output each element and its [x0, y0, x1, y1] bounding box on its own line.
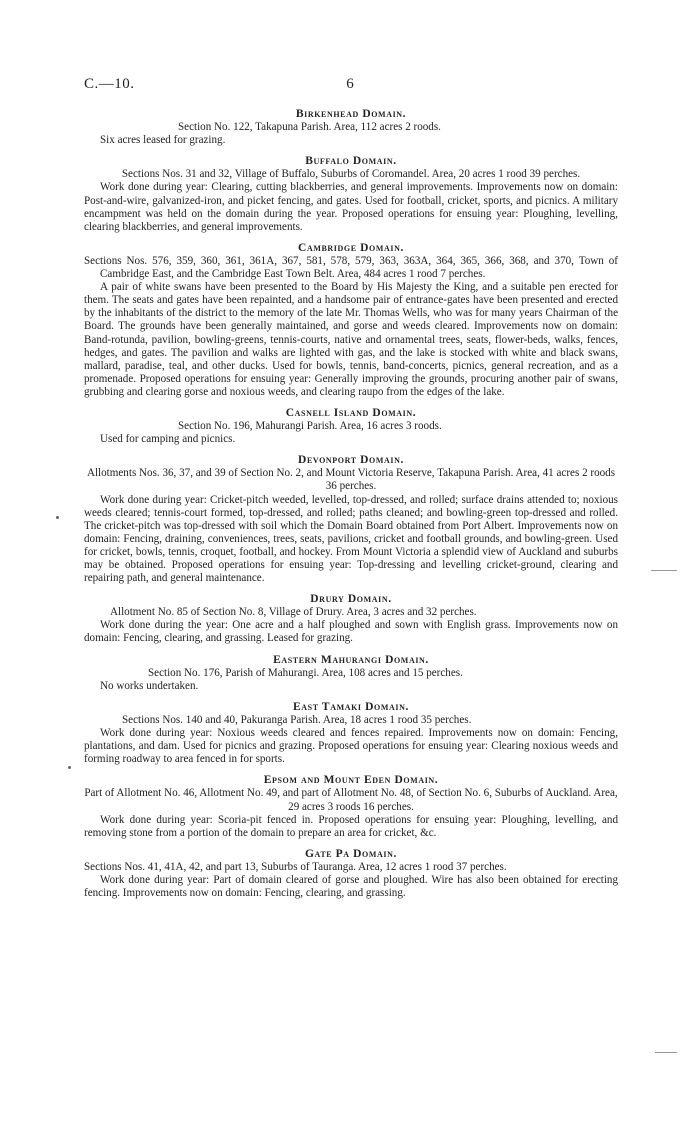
domain-location: Section No. 122, Takapuna Parish. Area, 112 acres 2 roods. — [178, 121, 441, 134]
domain-heading: Casnell Island Domain. — [285, 406, 417, 419]
page-header — [84, 76, 616, 96]
domain-entry — [84, 242, 618, 399]
domain-body: Used for camping and picnics. — [100, 433, 236, 446]
domain-location: Part of Allotment No. 46, Allotment No. 49, and part of Allotment No. 48, of Section No. 6, Suburbs of Auckland. Area, 29 acres 3 roods 16 perches. — [84, 787, 618, 813]
domain-entry — [84, 155, 618, 234]
domain-entry — [84, 407, 618, 446]
domain-body: Work done during year: Noxious weeds cleared and fences repaired. Improvements now on domain: Fencing, plantations, and dam. Used for picnics and grazing. Proposed operations for ensuing year: Clearing noxious weeds and forming roadway to area fenced in for sports. — [84, 727, 618, 766]
domain-heading: Devonport Domain. — [298, 454, 404, 467]
margin-dot — [56, 516, 59, 519]
domain-entry — [84, 701, 618, 766]
domain-heading: Cambridge Domain. — [298, 241, 404, 254]
domain-entry — [84, 848, 618, 900]
domain-body: No works undertaken. — [100, 679, 199, 692]
domain-location: Allotments Nos. 36, 37, and 39 of Section No. 2, and Mount Victoria Reserve, Takapuna Parish. Area, 41 acres 2 roods 36 perches. — [86, 467, 616, 493]
domain-body: Work done during the year: One acre and a half ploughed and sown with English grass. Improvements now on domain: Fencing, clearing, and grassing. Leased for grazing. — [84, 619, 618, 645]
domain-body: Work done during year: Scoria-pit fenced in. Proposed operations for ensuing year: Ploughing, levelling, and removing stone from a portion of the domain to prepare an area for cricket, &c. — [84, 813, 618, 839]
domain-entry — [84, 654, 618, 693]
domain-heading: East Tamaki Domain. — [293, 700, 409, 713]
domain-body: Six acres leased for grazing. — [100, 134, 226, 147]
margin-dash — [655, 1052, 677, 1053]
domain-heading: Buffalo Domain. — [305, 155, 397, 168]
domain-body: Work done during year: Part of domain cleared of gorse and ploughed. Wire has also been obtained for erecting fencing. Improvements now on domain: Fencing, clearing, and grassing. — [84, 873, 618, 900]
domain-body: A pair of white swans have been presented to the Board by His Majesty the King, and a suitable pen erected for them. The seats and gates have been repainted, and a handsome pair of entrance-gates have been presented and erected by the inhabitants of the district to the memory of the late Mr. Thomas Wells, who was for many years Chairman of the Board. The grounds have been generally maintained, and gorse and weeds cleared. Improvements now on domain: Band-rotunda, pavilion, bowling-greens, tennis-courts, native and ornamental trees, seats, flower-beds, walks, fences, hedges, and gates. The pavilion and walks are lighted with gas, and the lake is stocked with white and black swans, mallard, paradise, teal, and other ducks. Used for bowls, tennis, band-concerts, picnics, general recreation, and as a promenade. Proposed operations for ensuing year: Generally improving the grounds, procuring another pair of swans, grubbing and clearing gorse and noxious weeds, and clearing raupo from the edges of the lake. — [84, 281, 618, 398]
domain-location: Section No. 176, Parish of Mahurangi. Area, 108 acres and 15 perches. — [148, 666, 463, 679]
report-content — [84, 108, 618, 908]
document-reference: C.—10. — [84, 76, 135, 92]
margin-dot — [68, 766, 71, 769]
domain-location: Sections Nos. 140 and 40, Pakuranga Parish. Area, 18 acres 1 rood 35 perches. — [122, 713, 472, 726]
domain-location: Sections Nos. 31 and 32, Village of Buffalo, Suburbs of Coromandel. Area, 20 acres 1 rood 39 perches. — [121, 168, 581, 181]
margin-dash — [651, 570, 677, 571]
domain-heading: Epsom and Mount Eden Domain. — [263, 774, 439, 787]
domain-location: Allotment No. 85 of Section No. 8, Village of Drury. Area, 3 acres and 32 perches. — [110, 606, 477, 619]
domain-entry — [84, 774, 618, 839]
domain-heading: Gate Pa Domain. — [305, 847, 397, 860]
domain-body: Work done during year: Cricket-pitch weeded, levelled, top-dressed, and rolled; surface drains attended to; noxious weeds cleared; tennis-court formed, top-dressed, and rolled; paths cleaned; and bowling-green top-dressed and rolled. The cricket-pitch was top-dressed with soil which the Domain Board obtained from Port Albert. Improvements now on domain: Fencing, draining, conveniences, trees, seats, pavilions, cricket and football grounds, and bowling-green. Used for cricket, bowls, tennis, croquet, football, and hockey. From Mount Victoria a splendid view of Auckland and suburbs may be obtained. Proposed operations for ensuing year: Top-dressing and levelling cricket-ground, clearing and repairing path, and general maintenance. — [84, 493, 618, 585]
domain-entry — [84, 454, 618, 585]
domain-entry — [84, 108, 618, 147]
page-number: 6 — [346, 76, 354, 92]
domain-heading: Birkenhead Domain. — [295, 108, 407, 120]
domain-location: Section No. 196, Mahurangi Parish. Area, 16 acres 3 roods. — [178, 420, 442, 433]
domain-heading: Drury Domain. — [310, 593, 392, 606]
domain-location: Sections Nos. 576, 359, 360, 361, 361A, 367, 581, 578, 579, 363, 363A, 364, 365, 366, 368, and 370, Town of Cambridge East, and the Cambridge East Town Belt. Area, 484 acres 1 rood 7 perches. — [84, 254, 618, 281]
domain-heading: Eastern Mahurangi Domain. — [273, 653, 429, 666]
domain-body: Work done during year: Clearing, cutting blackberries, and general improvements. Improvements now on domain: Post-and-wire, galvanized-iron, and picket fencing, and gates. Used for football, cricket, sports, and picnics. A military encampment was held on the domain during the year. Proposed operations for ensuing year: Ploughing, levelling, clearing blackberries, and general improvements. — [84, 181, 618, 233]
domain-entry — [84, 593, 618, 645]
domain-location: Sections Nos. 41, 41A, 42, and part 13, Suburbs of Tauranga. Area, 12 acres 1 rood 37 perches. — [84, 860, 507, 873]
